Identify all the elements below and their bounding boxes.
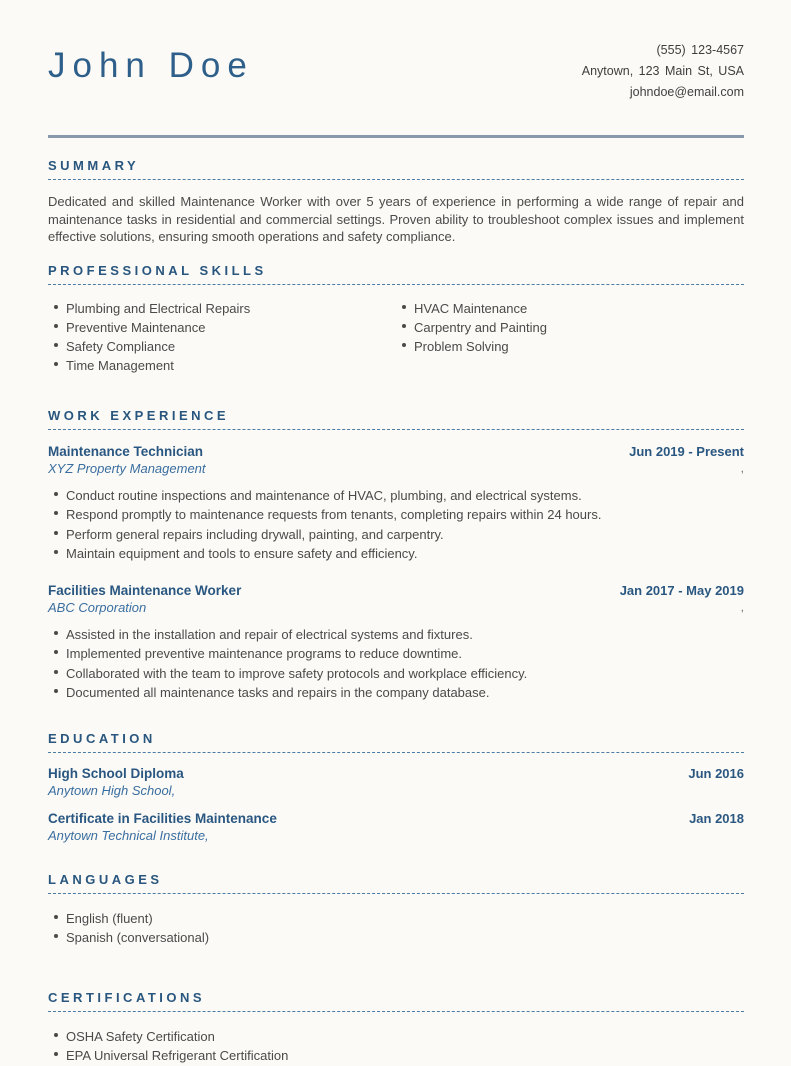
job-company: XYZ Property Management: [48, 460, 206, 476]
skill-item: Plumbing and Electrical Repairs: [48, 299, 396, 318]
job-dates: Jun 2019 - Present: [629, 443, 744, 459]
job-bullet: Documented all maintenance tasks and repairs in the company database.: [48, 683, 744, 703]
certification-item: OSHA Safety Certification: [48, 1027, 744, 1047]
skill-item: Preventive Maintenance: [48, 318, 396, 337]
candidate-name: John Doe: [48, 46, 254, 85]
skill-item: Problem Solving: [396, 337, 744, 356]
languages-list: [48, 909, 744, 948]
section-experience: [48, 408, 744, 703]
skill-item: Time Management: [48, 356, 396, 375]
job-bullet: Implemented preventive maintenance programs to reduce downtime.: [48, 644, 744, 664]
job-bullet-list: [48, 625, 744, 703]
header-divider: [48, 135, 744, 138]
job-bullet: Maintain equipment and tools to ensure safety and efficiency.: [48, 544, 744, 564]
education-entry: [48, 766, 744, 798]
education-school: Anytown High School,: [48, 782, 176, 798]
job-bullet: Conduct routine inspections and maintenance of HVAC, plumbing, and electrical systems.: [48, 486, 744, 506]
education-entry: [48, 811, 744, 843]
skills-columns: [48, 299, 744, 375]
education-dates: Jan 2018: [689, 810, 744, 826]
contact-phone: (555) 123-4567: [656, 43, 744, 57]
skill-item: HVAC Maintenance: [396, 299, 744, 318]
skills-column-left: [48, 299, 396, 375]
education-school: Anytown Technical Institute,: [48, 827, 209, 843]
job-location: ,: [740, 460, 744, 475]
job-company: ABC Corporation: [48, 599, 147, 615]
section-languages: [48, 872, 744, 948]
job-role: Maintenance Technician: [48, 443, 204, 459]
education-heading: EDUCATION: [48, 731, 744, 753]
contact-block: [582, 40, 744, 103]
languages-heading: LANGUAGES: [48, 872, 744, 894]
job-bullet: Respond promptly to maintenance requests from tenants, completing repairs within 24 hours.: [48, 505, 744, 525]
section-skills: [48, 263, 744, 375]
contact-email: johndoe@email.com: [629, 85, 744, 99]
summary-text: Dedicated and skilled Maintenance Worker with over 5 years of experience in performing a wide range of repair and maintenance tasks in residential and commercial settings. Proven ability to troubleshoot complex issues and implement effective solutions, ensuring smooth operations and safety compliance.: [48, 194, 744, 244]
certifications-heading: CERTIFICATIONS: [48, 990, 744, 1012]
language-item: English (fluent): [48, 909, 744, 929]
education-dates: Jun 2016: [688, 765, 744, 781]
job-bullet: Assisted in the installation and repair of electrical systems and fixtures.: [48, 625, 744, 645]
job-entry: [48, 444, 744, 564]
certifications-list: [48, 1027, 744, 1066]
skills-heading: PROFESSIONAL SKILLS: [48, 263, 744, 285]
skills-column-right: [396, 299, 744, 375]
certification-item: EPA Universal Refrigerant Certification: [48, 1046, 744, 1066]
job-location: ,: [740, 599, 744, 614]
job-bullet-list: [48, 486, 744, 564]
job-entry: [48, 583, 744, 703]
education-degree: High School Diploma: [48, 765, 184, 781]
experience-heading: WORK EXPERIENCE: [48, 408, 744, 430]
job-bullet: Perform general repairs including drywall, painting, and carpentry.: [48, 525, 744, 545]
section-certifications: [48, 990, 744, 1066]
section-summary: [48, 158, 744, 246]
job-dates: Jan 2017 - May 2019: [619, 582, 744, 598]
skill-item: Safety Compliance: [48, 337, 396, 356]
section-education: [48, 731, 744, 843]
job-bullet: Collaborated with the team to improve safety protocols and workplace efficiency.: [48, 664, 744, 684]
language-item: Spanish (conversational): [48, 928, 744, 948]
job-role: Facilities Maintenance Worker: [48, 582, 242, 598]
skill-item: Carpentry and Painting: [396, 318, 744, 337]
resume-header: [48, 38, 744, 103]
contact-address: Anytown, 123 Main St, USA: [581, 64, 744, 78]
education-degree: Certificate in Facilities Maintenance: [48, 810, 277, 826]
summary-heading: SUMMARY: [48, 158, 744, 180]
